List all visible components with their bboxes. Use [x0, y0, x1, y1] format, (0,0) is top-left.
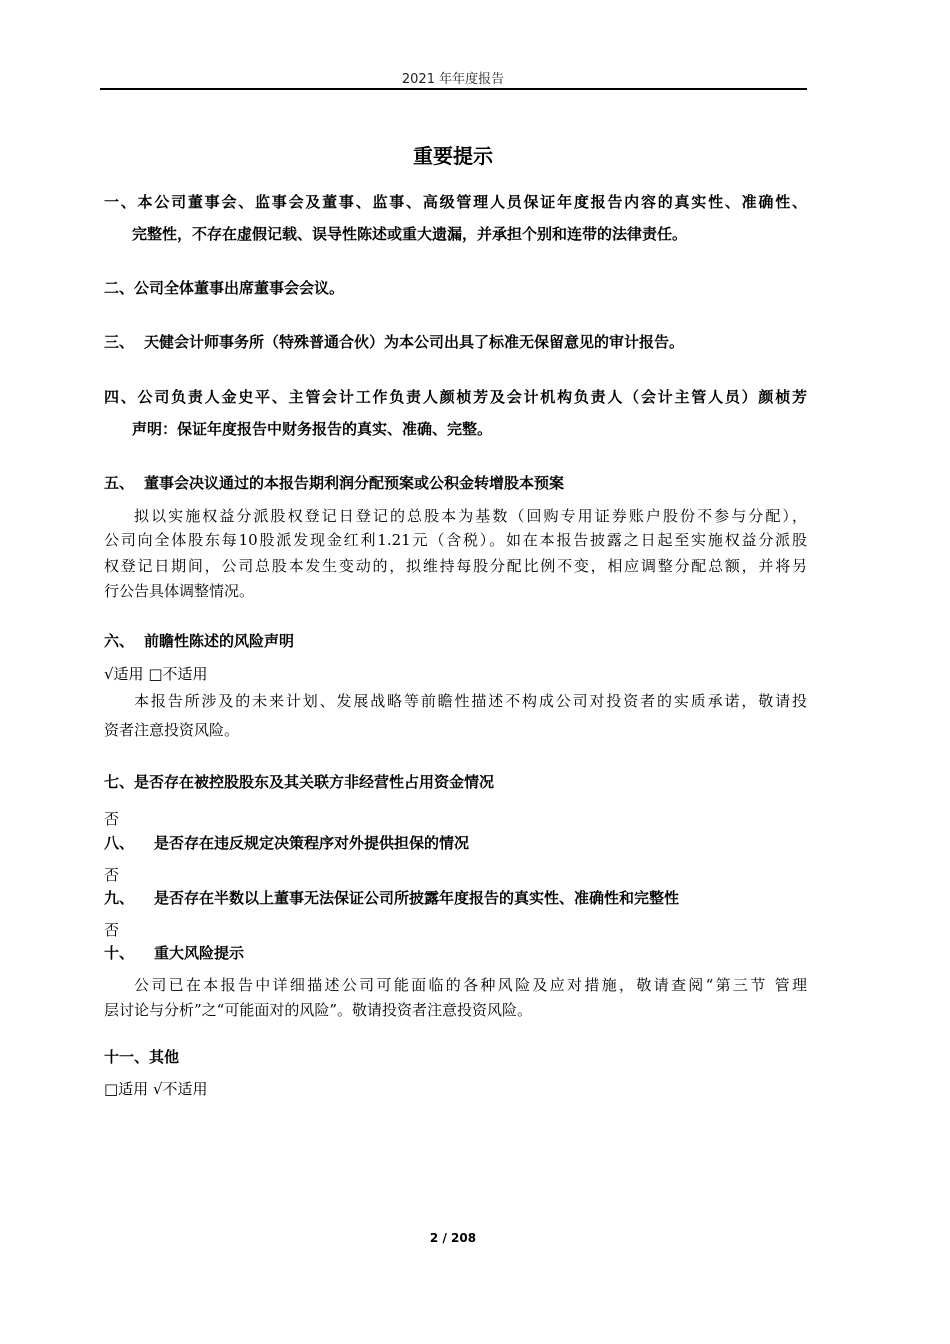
section-9-heading: 是否存在半数以上董事无法保证公司所披露年度报告的真实性、准确性和完整性 [154, 889, 680, 907]
section-4-line-2: 声明：保证年度报告中财务报告的真实、准确、完整。 [132, 420, 493, 438]
section-5-heading: 董事会决议通过的本报告期利润分配预案或公积金转增股本预案 [144, 474, 565, 492]
section-6-heading: 前瞻性陈述的风险声明 [144, 632, 295, 650]
section-10-para-line-2: 层讨论与分析”之“可能面对的风险”。敬请投资者注意投资风险。 [104, 1001, 533, 1019]
section-6-number: 六、 [104, 632, 135, 650]
section-6-para-line-1: 本报告所涉及的未来计划、发展战略等前瞻性描述不构成公司对投资者的实质承诺，敬请投 [134, 692, 807, 710]
section-1-line-2: 完整性，不存在虚假记载、误导性陈述或重大遗漏，并承担个别和连带的法律责任。 [132, 225, 688, 243]
section-3-text: 天健会计师事务所（特殊普通合伙）为本公司出具了标准无保留意见的审计报告。 [144, 333, 685, 351]
section-7-answer: 否 [104, 810, 120, 828]
section-5-para-line-3: 权登记日期间，公司总股本发生变动的，拟维持每股分配比例不变，相应调整分配总额，并将另 [104, 557, 807, 575]
section-5-para-line-4: 行公告具体调整情况。 [104, 582, 255, 600]
report-header-title: 2021 年年度报告 [401, 72, 505, 87]
section-7-heading: 七、是否存在被控股股东及其关联方非经营性占用资金情况 [104, 773, 495, 791]
section-6-applicability-checkbox: √适用 □不适用 [104, 665, 208, 683]
section-9-answer: 否 [104, 921, 120, 939]
section-4-line-1: 四、公司负责人金史平、主管会计工作负责人颜桢芳及会计机构负责人（会计主管人员）颜桢芳 [104, 388, 807, 406]
section-11-applicability-checkbox: □适用 √不适用 [104, 1080, 208, 1098]
section-5-number: 五、 [104, 474, 135, 492]
section-2: 二、公司全体董事出席董事会会议。 [104, 279, 345, 297]
section-5-para-line-1: 拟以实施权益分派股权登记日登记的总股本为基数（回购专用证券账户股份不参与分配）， [134, 507, 807, 525]
section-3-number: 三、 [104, 333, 135, 351]
section-8-heading: 是否存在违反规定决策程序对外提供担保的情况 [154, 834, 470, 852]
section-8-answer: 否 [104, 866, 120, 884]
page-title: 重要提示 [413, 144, 493, 168]
section-6-para-line-2: 资者注意投资风险。 [104, 721, 240, 739]
section-10-para-line-1: 公司已在本报告中详细描述公司可能面临的各种风险及应对措施，敬请查阅“第三节 管理 [134, 976, 807, 994]
header-divider [100, 88, 807, 90]
section-9-number: 九、 [104, 889, 135, 907]
section-8-number: 八、 [104, 834, 135, 852]
section-10-heading: 重大风险提示 [154, 944, 245, 962]
section-11-heading: 十一、其他 [104, 1048, 180, 1066]
section-10-number: 十、 [104, 944, 135, 962]
section-5-para-line-2: 公司向全体股东每10股派发现金红利1.21元（含税）。如在本报告披露之日起至实施权益分派股 [104, 531, 807, 549]
page-number: 2 / 208 [429, 1231, 477, 1245]
section-1-line-1: 一、本公司董事会、监事会及董事、监事、高级管理人员保证年度报告内容的真实性、准确性、 [104, 193, 807, 211]
